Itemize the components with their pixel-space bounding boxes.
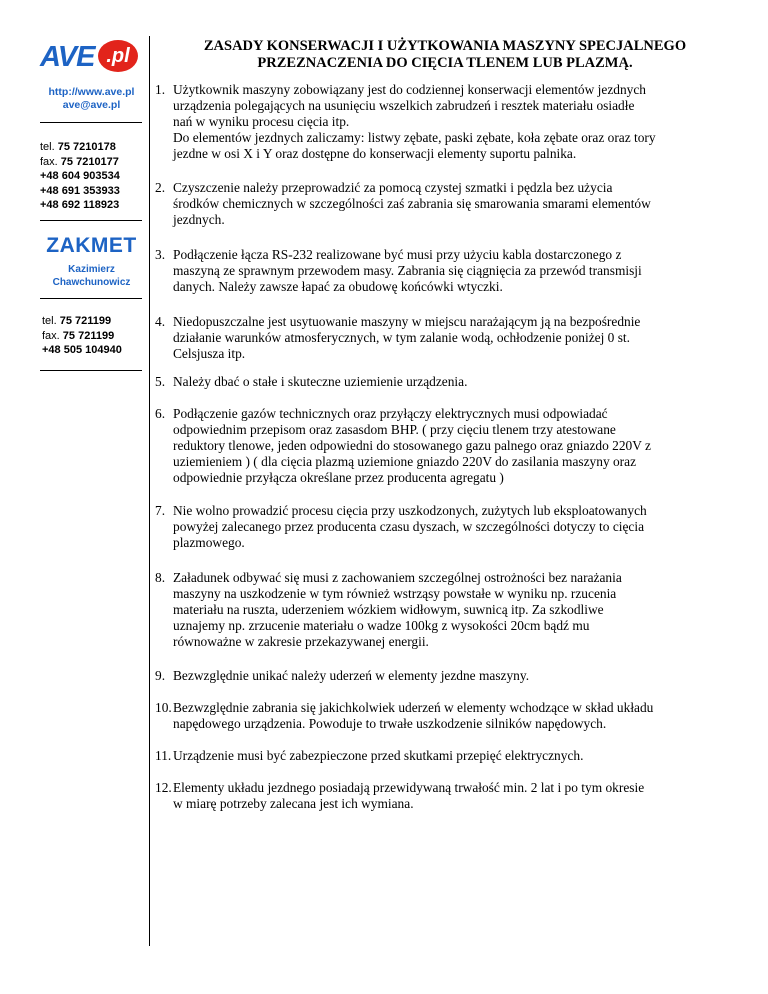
contact-row: +48 505 104940 — [42, 344, 122, 356]
rule-item — [155, 314, 735, 362]
rule-item — [155, 780, 735, 812]
rule-line: Podłączenie łącza RS-232 realizowane być musi przy użyciu kabla dostarczonego z — [173, 247, 622, 262]
rule-text — [155, 82, 735, 162]
rule-line: danych. Należy zawsze łapać za obudowę końcówki wtyczki. — [173, 279, 503, 294]
rule-item — [155, 748, 735, 764]
rule-line: działanie warunków atmosferycznych, w tym zalanie wodą, ochłodzenie poniżej 0 st. — [173, 330, 630, 345]
rule-item — [155, 406, 735, 486]
rule-number: 1. — [155, 82, 166, 97]
rule-line: Elementy układu jezdnego posiadają przewidywaną trwałość min. 2 lat i po tym okresie — [173, 780, 645, 795]
zakmet-owner-first: Kazimierz — [68, 264, 115, 275]
rule-line: napędowego urządzenia. Powoduje to trwałe uszkodzenie silników napędowych. — [173, 716, 607, 731]
rule-number: 12. — [155, 780, 172, 795]
rule-item — [155, 247, 735, 295]
rule-line: Należy dbać o stałe i skuteczne uziemienie urządzenia. — [173, 374, 468, 389]
rule-text — [155, 748, 735, 764]
rule-line: Bezwzględnie zabrania się jakichkolwiek uderzeń w elementy wchodzące w skład układu — [173, 700, 654, 715]
rule-number: 10. — [155, 700, 172, 715]
rule-text — [155, 406, 735, 486]
rule-number: 6. — [155, 406, 166, 421]
rule-number: 9. — [155, 668, 166, 683]
rule-line: uznajemy np. zrzucenie materiału o wadze 100kg z wysokości 20cm bądź mu — [173, 618, 590, 633]
rule-line: Czyszczenie należy przeprowadzić za pomocą czystej szmatki i pędzla bez użycia — [173, 180, 613, 195]
rule-line: powyżej zalecanego przez producenta czasu dyszach, w szczególności dotyczy to cięcia — [173, 519, 645, 534]
zakmet-logo: ZAKMET — [46, 234, 137, 257]
rule-line: jezdnych. — [173, 212, 225, 227]
rule-text — [155, 314, 735, 362]
rule-line: Niedopuszczalne jest usytuowanie maszyny w miejscu narażającym ją na bezpośrednie — [173, 314, 641, 329]
title-line-2: PRZEZNACZENIA DO CIĘCIA TLENEM LUB PLAZMĄ. — [257, 55, 633, 71]
rule-item — [155, 82, 735, 162]
rule-line: Podłączenie gazów technicznych oraz przyłączy elektrycznych musi odpowiadać — [173, 406, 608, 421]
rule-line: reduktory tlenowe, jeden odpowiedni do stosowanego gazu palnego oraz gniazdo 220V z — [173, 438, 651, 453]
contact-row: fax. 75 7210177 — [40, 155, 119, 168]
rule-text — [155, 700, 735, 732]
zakmet-contacts — [42, 314, 152, 358]
rule-text — [155, 668, 735, 684]
document-title — [150, 38, 740, 72]
rule-line: odpowiednie przyłącza określane przez producenta agregatu ) — [173, 470, 504, 485]
vertical-divider — [149, 36, 150, 946]
rule-line: Urządzenie musi być zabezpieczone przed skutkami przepięć elektrycznych. — [173, 748, 584, 763]
ave-contacts — [40, 140, 150, 213]
rule-text — [155, 780, 735, 812]
rule-text — [155, 570, 735, 650]
rule-text — [155, 503, 735, 551]
email-link[interactable]: ave@ave.pl — [62, 99, 121, 111]
rule-item — [155, 503, 735, 551]
rule-line: Użytkownik maszyny zobowiązany jest do codziennej konserwacji elementów jezdnych — [173, 82, 646, 97]
rule-line: Do elementów jezdnych zaliczamy: listwy zębate, paski zębate, koła zębate oraz oraz tory — [173, 130, 656, 145]
rule-number: 5. — [155, 374, 166, 389]
rule-item — [155, 668, 735, 684]
rule-line: Załadunek odbywać się musi z zachowaniem szczególnej ostrożności bez narażania — [173, 570, 622, 585]
ave-logo-text: AVE — [40, 41, 95, 73]
contact-row: fax. 75 721199 — [42, 329, 115, 342]
rule-number: 11. — [155, 748, 172, 763]
rule-line: Celsjusza itp. — [173, 346, 246, 361]
rule-line: w miarę potrzeby zalecana jest ich wymiana. — [173, 796, 414, 811]
rule-line: uziemieniem ) ( dla cięcia plazmą uziemione gniazdo 220V do zasilania maszyny oraz — [173, 454, 637, 469]
rule-item — [155, 700, 735, 732]
rule-text — [155, 374, 735, 390]
rule-number: 8. — [155, 570, 166, 585]
sidebar — [0, 0, 150, 994]
website-link[interactable]: http://www.ave.pl — [48, 86, 135, 98]
sidebar-divider — [40, 122, 142, 123]
title-line-1: ZASADY KONSERWACJI I UŻYTKOWANIA MASZYNY SPECJALNEGO — [203, 38, 687, 54]
contact-row: +48 692 118923 — [40, 199, 120, 211]
rule-line: jezdne w osi X i Y oraz dostępne do konserwacji elementy suportu palnika. — [173, 146, 577, 161]
rule-item — [155, 374, 735, 390]
rule-number: 4. — [155, 314, 166, 329]
rule-line: urządzenia polegających na usunięciu wszelkich zabrudzeń i resztek materiału osiadłe — [173, 98, 635, 113]
rule-line: Nie wolno prowadzić procesu cięcia przy uszkodzonych, zużytych lub eksploatowanych — [173, 503, 647, 518]
rule-line: nań w wyniku procesu cięcia itp. — [173, 114, 350, 129]
contact-row: tel. 75 7210178 — [40, 141, 116, 153]
rule-line: środków chemicznych w szczególności zaś zabrania się smarowania smarami elementów — [173, 196, 651, 211]
rule-line: materiału na ruszta, uderzeniem wózkiem widłowym, suwnicą itp. Za szkodliwe — [173, 602, 604, 617]
contact-row: +48 604 903534 — [40, 170, 120, 182]
rule-number: 3. — [155, 247, 166, 262]
rule-line: maszyny na uszkodzenie w tym również wstrząsy powstałe w wyniku np. rzucenia — [173, 586, 617, 601]
rule-item — [155, 180, 735, 228]
rule-line: plazmowego. — [173, 535, 245, 550]
rule-line: odpowiednim przepisom oraz zasasdom BHP. ( przy cięciu tlenem trzy atestowane — [173, 422, 616, 437]
rule-line: maszyną ze sprawnym przewodem masy. Zabrania się ciągnięcia za przewód transmisji — [173, 263, 642, 278]
rule-number: 7. — [155, 503, 166, 518]
rule-number: 2. — [155, 180, 166, 195]
rule-line: równoważne w zakresie przekazywanej energii. — [173, 634, 429, 649]
sidebar-divider — [40, 220, 142, 221]
ave-logo — [40, 40, 142, 78]
rule-text — [155, 247, 735, 295]
rule-text — [155, 180, 735, 228]
contact-row: +48 691 353933 — [40, 184, 120, 197]
contact-row: tel. 75 721199 — [42, 315, 112, 327]
rule-item — [155, 570, 735, 650]
rule-line: Bezwzględnie unikać należy uderzeń w elementy jezdne maszyny. — [173, 668, 530, 683]
zakmet-owner-last: Chawchunowicz — [52, 277, 131, 288]
sidebar-divider — [40, 298, 142, 299]
ave-logo-pl: .pl — [106, 45, 130, 67]
sidebar-divider — [40, 370, 142, 371]
